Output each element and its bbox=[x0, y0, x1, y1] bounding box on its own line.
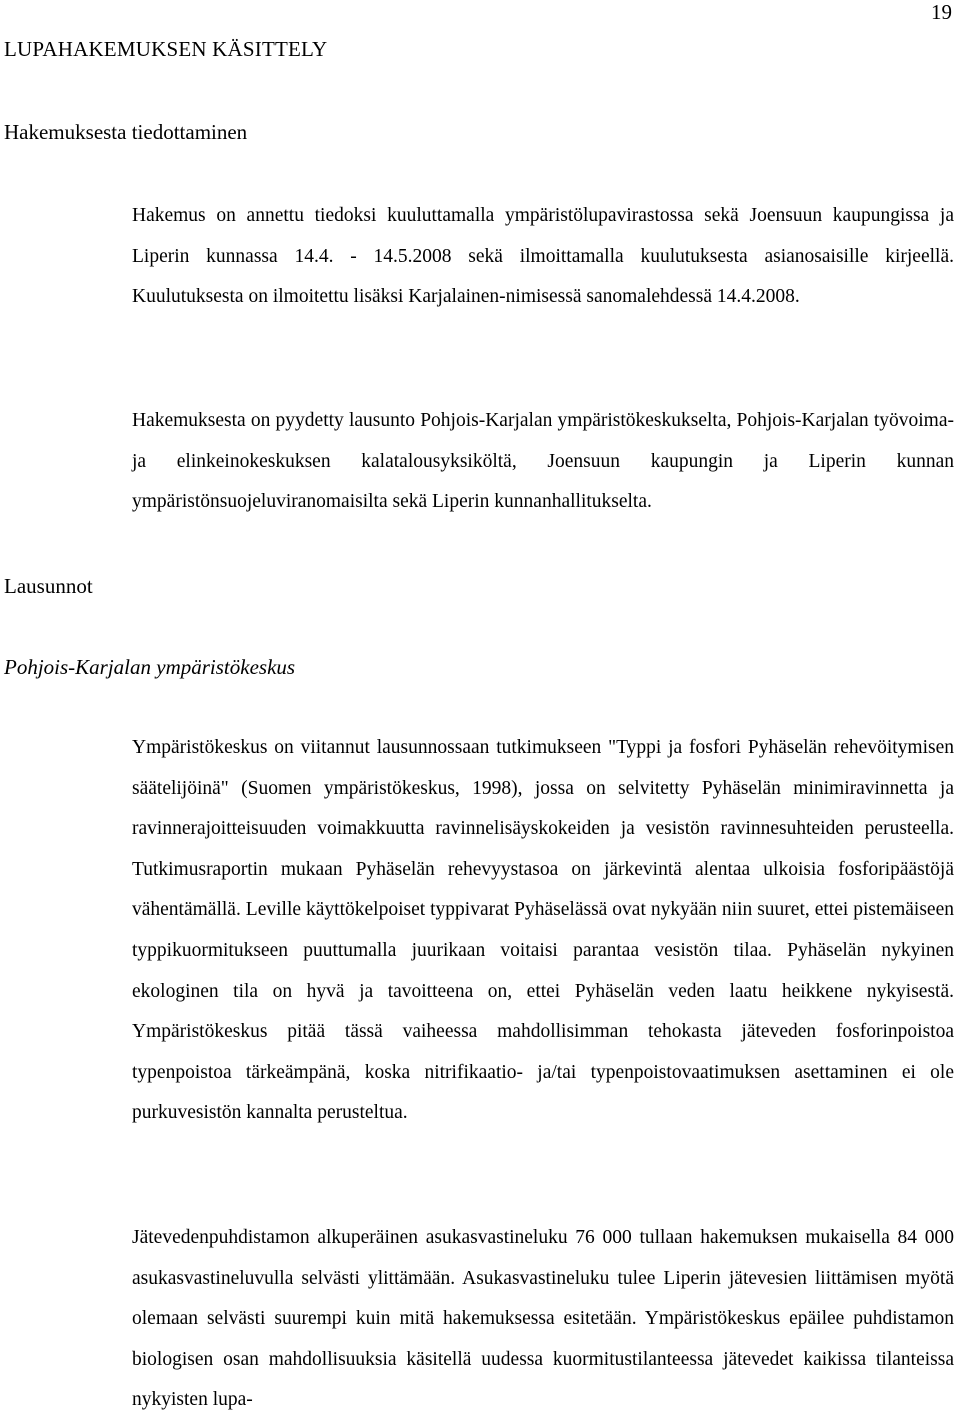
paragraph-population-equivalent: Jätevedenpuhdistamon alkuperäinen asukasvastineluku 76 000 tullaan hakemuksen mukaisella 84 000 asukasvastineluvulla selvästi ylittämään. Asukasvastineluku tulee Liperin jätevesien liittämisen myötä olemaan selvästi suurempi kuin mitä hakemuksessa esitetään. Ympäristökeskus epäilee puhdistamon biologisen osan mahdollisuuksia käsitellä uudessa kuormitustilanteessa jätevedet kaikissa tilanteissa nykyisten lupa- bbox=[132, 1227, 954, 1411]
paragraph-environment-centre-statement: Ympäristökeskus on viitannut lausunnossaan tutkimukseen "Typpi ja fosfori Pyhäselän rehevöitymisen säätelijöinä" (Suomen ympäristökeskus, 1998), jossa on selvitetty Pyhäselän minimiravinnetta ja ravinnerajoitteisuuden voimakkuutta ravinnelisäyskokeiden ja vesistön ravinnesuhteiden perusteella. Tutkimusraportin mukaan Pyhäselän rehevyystasoa on järkevintä alentaa ulkoisia fosforipäästöjä vähentämällä. Leville käyttökelpoiset typpivarat Pyhäselässä ovat nykyään niin suuret, ettei pistemäiseen typpikuormitukseen puuttumalla juurikaan voitaisi parantaa vesistön tilaa. Pyhäselän nykyinen ekologinen tila on hyvä ja tavoitteena on, ettei Pyhäselän veden laatu heikkene nykyisestä. Ympäristökeskus pitää tässä vaiheessa mahdollisimman tehokasta jäteveden fosforinpoistoa typenpoistoa tärkeämpänä, koska nitrifikaatio- ja/tai typenpoistovaatimuksen asettaminen ei ole purkuvesistön kannalta perusteltua. bbox=[132, 737, 954, 1124]
paragraph-statement-requests: Hakemuksesta on pyydetty lausunto Pohjois-Karjalan ympäristökeskukselta, Pohjois-Karjalan työvoima- ja elinkeinokeskuksen kalatalousyksiköltä, Joensuun kaupungin ja Liperin kunnan ympäristönsuojeluviranomaisilta sekä Liperin kunnanhallitukselta. bbox=[132, 410, 954, 513]
paragraph-announcement: Hakemus on annettu tiedoksi kuuluttamalla ympäristölupavirastossa sekä Joensuun kaupungissa ja Liperin kunnassa 14.4. - 14.5.2008 sekä ilmoittamalla kuulutuksesta asianosaisille kirjeellä. Kuulutuksesta on ilmoitettu lisäksi Karjalainen-nimisessä sanomalehdessä 14.4.2008. bbox=[132, 205, 954, 308]
subheading-informing: Hakemuksesta tiedottaminen bbox=[4, 120, 248, 144]
section-heading: LUPAHAKEMUKSEN KÄSITTELY bbox=[4, 37, 328, 61]
subheading-statements: Lausunnot bbox=[4, 574, 93, 598]
subheading-environment-centre: Pohjois-Karjalan ympäristökeskus bbox=[4, 655, 296, 679]
page-number: 19 bbox=[931, 0, 952, 24]
